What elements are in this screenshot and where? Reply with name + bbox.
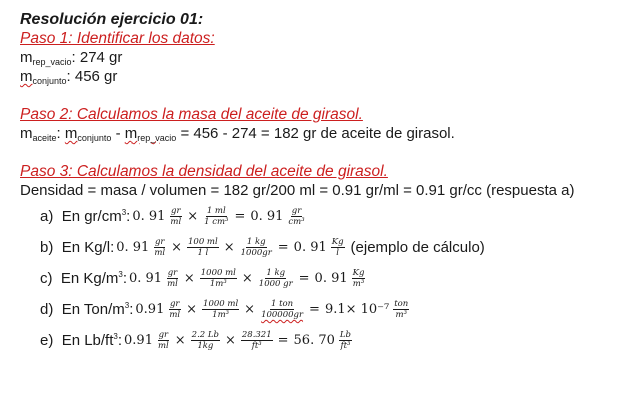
example-note: (ejemplo de cálculo) — [350, 239, 485, 256]
fraction-numerator: Lb — [339, 330, 351, 340]
fraction-numerator: 1 kg — [266, 268, 286, 278]
fraction — [352, 268, 366, 289]
fraction-numerator: 1 kg — [246, 237, 266, 247]
fraction-denominator: 1000gr — [240, 248, 272, 258]
math-operator: × — [224, 333, 236, 348]
fraction — [339, 330, 352, 351]
conversion-item: a) En $gr/cm^3$: 0. 91 $\frac{gr}{ml}$ × $\frac{1 ml}{\text{1 cm³}}$ = 0. 91 $\frac{gr}{\text{cm³}}$ — [40, 206, 305, 227]
math-operator: = — [277, 240, 289, 255]
math-operator: × — [187, 209, 199, 224]
fraction — [240, 237, 273, 258]
fraction — [168, 299, 181, 320]
fraction-denominator: ft³ — [340, 341, 351, 351]
density-formula: Densidad = masa / volumen = 182 gr/200 ml = 0.91 gr/ml = 0.91 gr/cc (respuesta a) — [20, 182, 575, 199]
math-operator: = — [298, 271, 310, 286]
fraction — [331, 237, 345, 258]
fraction-denominator: ml — [169, 310, 181, 320]
fraction-denominator: cm³ — [288, 217, 305, 227]
fraction-denominator: 1kg — [197, 341, 214, 351]
math-operator: = — [277, 333, 289, 348]
step2-heading: Paso 2: Calculamos la masa del aceite de girasol. — [20, 106, 363, 123]
fraction-denominator: ml — [154, 248, 166, 258]
fraction-numerator: 1000 ml — [200, 268, 236, 278]
fraction-numerator: 1000 ml — [203, 299, 239, 309]
conversion-item: c) En $Kg/m^3$: 0. 91 $\frac{gr}{ml}$ × $\frac{1000 ml}{\text{1m³}}$ × $\frac{1 kg}{1000 gr}$ = 0. 91 $\frac{Kg}{\text{m³}}$ — [40, 268, 365, 289]
fraction-denominator: ft³ — [251, 341, 262, 351]
fraction-numerator: gr — [158, 330, 169, 340]
fraction-denominator: m³ — [352, 279, 365, 289]
data-conjunto: $m_{conjunto}$: 456 gr — [20, 68, 118, 86]
fraction — [153, 237, 166, 258]
conversion-item: e) En $Lb/ft^3$: 0.91 $\frac{gr}{ml}$ × $\frac{2.2 Lb}{1kg}$ × $\frac{28.321}{\text{ft³}}$ = 56. 70 $\frac{Lb}{\text{ft³}}$ — [40, 330, 351, 351]
fraction — [203, 206, 229, 227]
math-operator: × — [174, 333, 186, 348]
fraction-numerator: Kg — [331, 237, 344, 247]
fraction-denominator: ml — [157, 341, 169, 351]
doc-title: Resolución ejercicio 01: — [20, 11, 204, 28]
fraction-denominator: 1 l — [197, 248, 209, 258]
fraction-numerator: 100 ml — [188, 237, 218, 247]
math-operator: × — [223, 240, 235, 255]
fraction-denominator: ml — [167, 279, 178, 289]
fraction — [157, 330, 170, 351]
fraction-numerator: gr — [154, 237, 165, 247]
fraction — [260, 299, 304, 320]
fraction — [258, 268, 294, 289]
step1-heading: Paso 1: Identificar los datos: — [20, 30, 215, 47]
math-operator: × — [241, 271, 253, 286]
math-operator: × — [244, 302, 256, 317]
conversion-list — [20, 201, 624, 356]
document — [20, 10, 624, 356]
fraction-numerator: 1 ml — [206, 206, 226, 216]
fraction-numerator: gr — [167, 268, 178, 278]
fraction-denominator: l — [336, 248, 339, 258]
fraction-numerator: gr — [169, 299, 180, 309]
data-rep-vacio: $m_{rep\_vacio}$: 274 gr — [20, 49, 123, 67]
fraction-denominator: 100000gr — [261, 310, 304, 320]
fraction-denominator: 1m³ — [209, 279, 227, 289]
fraction-denominator: 1m³ — [212, 310, 230, 320]
fraction-numerator: Kg — [352, 268, 365, 278]
fraction-denominator: 1000 gr — [258, 279, 293, 289]
fraction — [202, 299, 239, 320]
fraction-numerator: 1 ton — [270, 299, 294, 309]
fraction-numerator: 2.2 Lb — [191, 330, 219, 340]
fraction-denominator: ml — [170, 217, 182, 227]
fraction — [191, 330, 220, 351]
fraction-denominator: 1 cm³ — [204, 217, 229, 227]
aceite-mass-line: $m_{aceite}$: $m_{conjunto} - m_{rep\_vacio} = 456 - 274 = 182$ gr de aceite de girasol. — [20, 125, 455, 143]
math-operator: × — [186, 302, 198, 317]
conversion-item: d) En Ton/$m^3$: 0.91 $\frac{gr}{ml}$ × $\frac{1000 ml}{\text{1m³}}$ × $\frac{\text{1 ton}}{100000gr}$ = 9.1× 10⁻⁷ $\frac{\text{ton}}{\text{m³}}$ — [40, 299, 409, 320]
fraction — [241, 330, 273, 351]
fraction-denominator: m³ — [395, 310, 407, 320]
fraction — [187, 237, 219, 258]
fraction-numerator: 28.321 — [241, 330, 272, 340]
math-operator: × — [171, 240, 182, 255]
fraction-numerator: gr — [291, 206, 302, 216]
fraction — [169, 206, 182, 227]
step3-heading: Paso 3: Calculamos la densidad del aceite de girasol. — [20, 163, 388, 180]
math-operator: = — [234, 209, 246, 224]
math-operator: = — [309, 302, 320, 317]
fraction-numerator: ton — [394, 299, 409, 309]
math-operator: × — [183, 271, 195, 286]
fraction — [200, 268, 237, 289]
fraction — [166, 268, 179, 289]
conversion-item: b) En Kg/l: 0. 91 $\frac{gr}{ml}$ × $\frac{100 ml}{1 l}$ × $\frac{1 kg}{1000gr}$ = 0. 91 $\frac{Kg}{l}$ (ejemplo de cálculo) — [40, 237, 485, 258]
fraction — [287, 206, 305, 227]
fraction — [393, 299, 409, 320]
fraction-numerator: gr — [171, 206, 181, 216]
